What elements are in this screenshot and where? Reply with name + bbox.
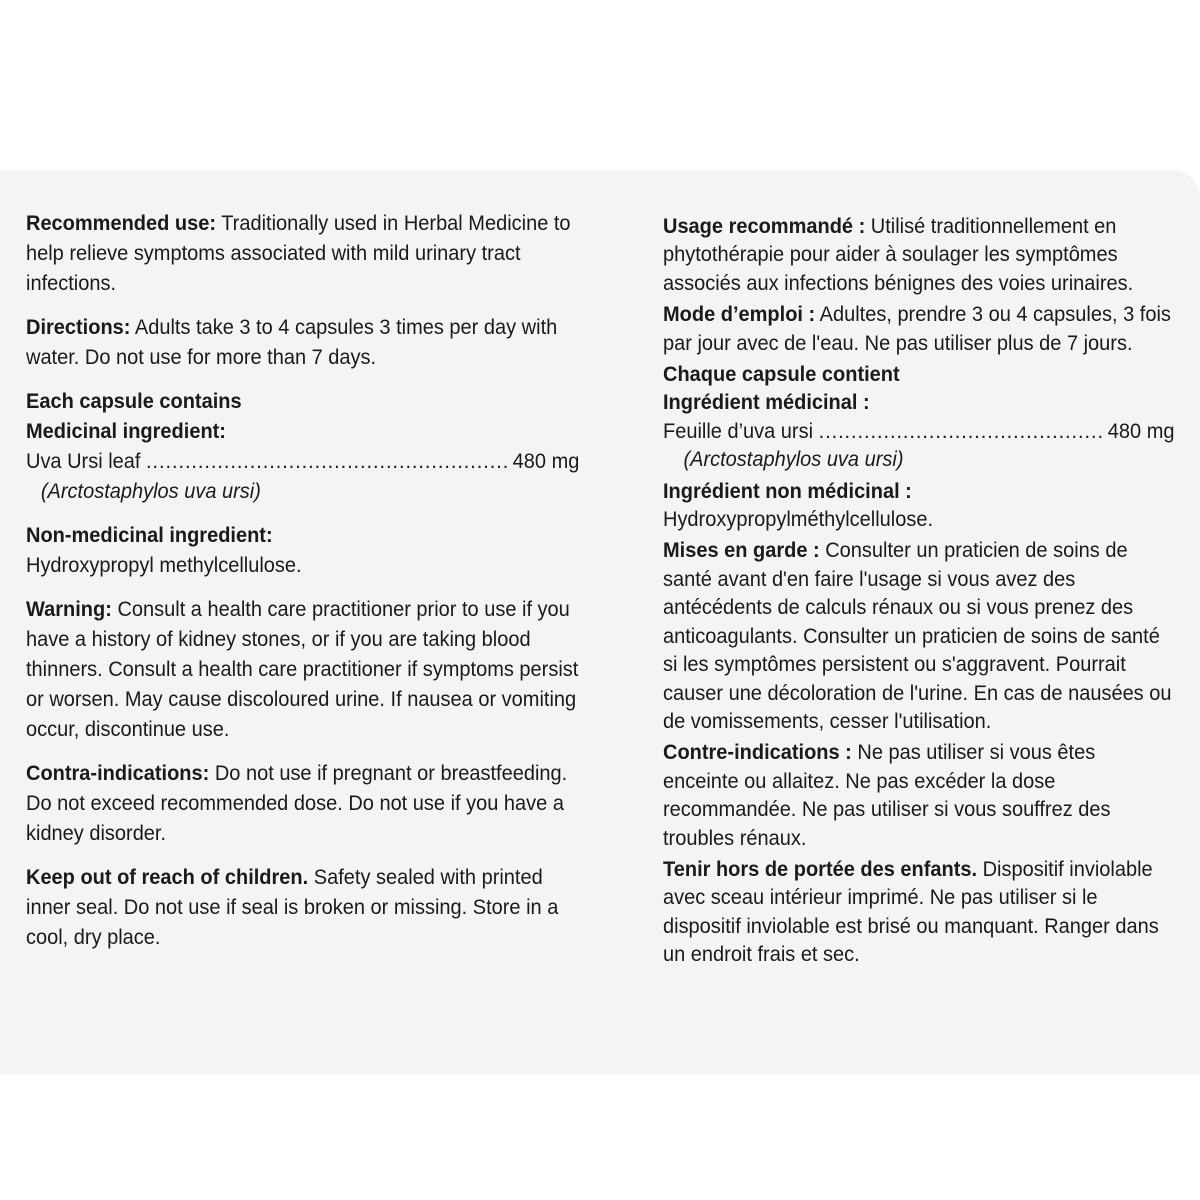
- mises-en-garde-heading: Mises en garde :: [663, 538, 820, 563]
- mises-en-garde-section: [663, 536, 1175, 735]
- ingredient-medicinal-heading: Ingrédient médicinal :: [663, 390, 870, 415]
- contra-indications-text: Do not use if pregnant or breastfeeding. Do not exceed recommended dose. Do not use if you have a kidney disorder.: [26, 761, 568, 845]
- mode-emploi-heading: Mode d’emploi :: [663, 302, 816, 327]
- ingredient-amount: 480 mg: [512, 449, 580, 473]
- non-medicinal-text: Hydroxypropyl methylcellulose.: [26, 553, 302, 577]
- mode-emploi-text: Adultes, prendre 3 ou 4 capsules, 3 fois par jour avec de l'eau. Ne pas utiliser plus de 7 jours.: [663, 302, 1171, 355]
- directions-text: Adults take 3 to 4 capsules 3 times per day with water. Do not use for more than 7 days.: [26, 315, 558, 369]
- ingredient-amount-fr: 480 mg: [1107, 418, 1175, 443]
- each-capsule-section: [26, 386, 579, 506]
- product-label-panel: [0, 170, 1200, 1074]
- ingredient-name-fr: Feuille d’uva ursi: [663, 418, 814, 443]
- warning-heading: Warning:: [26, 597, 112, 621]
- non-medicinal-heading-fr: Ingrédient non médicinal :: [663, 478, 912, 503]
- non-medicinal-section-fr: [663, 477, 1175, 534]
- english-column: [26, 208, 579, 966]
- dot-leader-fr: [819, 417, 1104, 445]
- non-medicinal-heading: Non-medicinal ingredient:: [26, 523, 273, 547]
- directions-section: [26, 312, 579, 372]
- usage-recommande-text: Utilisé traditionnellement en phytothérapie pour aider à soulager les symptômes associés aux infections bénignes des voies urinaires.: [663, 214, 1134, 295]
- recommended-use-text: Traditionally used in Herbal Medicine to help relieve symptoms associated with mild urinary tract infections.: [26, 211, 571, 295]
- french-column: [663, 208, 1175, 972]
- recommended-use-heading: Recommended use:: [26, 211, 217, 235]
- ingredient-row: [26, 446, 579, 476]
- non-medicinal-text-fr: Hydroxypropylméthylcellulose.: [663, 507, 934, 532]
- tenir-hors-section: [663, 855, 1175, 969]
- tenir-hors-text: Dispositif inviolable avec sceau intérieur imprimé. Ne pas utiliser si le dispositif inviolable est brisé ou manquant. Ranger dans un endroit frais et sec.: [663, 856, 1159, 967]
- contre-indications-heading: Contre-indications :: [663, 740, 852, 765]
- chaque-capsule-heading: Chaque capsule contient: [663, 362, 900, 387]
- dot-leader: [146, 446, 509, 476]
- chaque-capsule-section: [663, 360, 1175, 474]
- mode-emploi-section: [663, 300, 1175, 357]
- contre-indications-text: Ne pas utiliser si vous êtes enceinte ou allaitez. Ne pas excéder la dose recommandée. Ne pas utiliser si vous souffrez des troubles rénaux.: [663, 740, 1111, 850]
- contra-indications-heading: Contra-indications:: [26, 761, 210, 785]
- mises-en-garde-text: Consulter un praticien de soins de santé avant d'en faire l'usage si vous avez des antécédents de calculs rénaux ou si vous prenez des anticoagulants. Consulter un praticien de soins de santé si les symptômes persistent ou s'aggravent. Pourrait causer une décoloration de l'urine. En cas de nausées ou de vomissements, cesser l'utilisation.: [663, 538, 1172, 733]
- usage-recommande-section: [663, 212, 1175, 297]
- warning-text: Consult a health care practitioner prior to use if you have a history of kidney stones, or if you are taking blood thinners. Consult a health care practitioner if symptoms persist or worsen. May cause discoloured urine. If nausea or vomiting occur, discontinue use.: [26, 597, 579, 741]
- warning-section: [26, 594, 579, 744]
- keep-out-text: Safety sealed with printed inner seal. Do not use if seal is broken or missing. Store in a cool, dry place.: [26, 865, 559, 949]
- ingredient-latin-name: (Arctostaphylos uva ursi): [40, 479, 261, 503]
- directions-heading: Directions:: [26, 315, 131, 339]
- tenir-hors-heading: Tenir hors de portée des enfants.: [663, 856, 978, 881]
- contra-indications-section: [26, 758, 579, 848]
- usage-recommande-heading: Usage recommandé :: [663, 214, 866, 238]
- recommended-use-section: [26, 208, 579, 298]
- ingredient-latin-name-fr: (Arctostaphylos uva ursi): [683, 447, 904, 472]
- ingredient-row-fr: [663, 417, 1175, 445]
- contre-indications-section: [663, 738, 1175, 852]
- medicinal-ingredient-heading: Medicinal ingredient:: [26, 419, 226, 443]
- non-medicinal-section: [26, 520, 579, 580]
- keep-out-section: [26, 862, 579, 952]
- keep-out-heading: Keep out of reach of children.: [26, 865, 309, 889]
- each-capsule-heading: Each capsule contains: [26, 389, 242, 413]
- ingredient-name: Uva Ursi leaf: [26, 449, 141, 473]
